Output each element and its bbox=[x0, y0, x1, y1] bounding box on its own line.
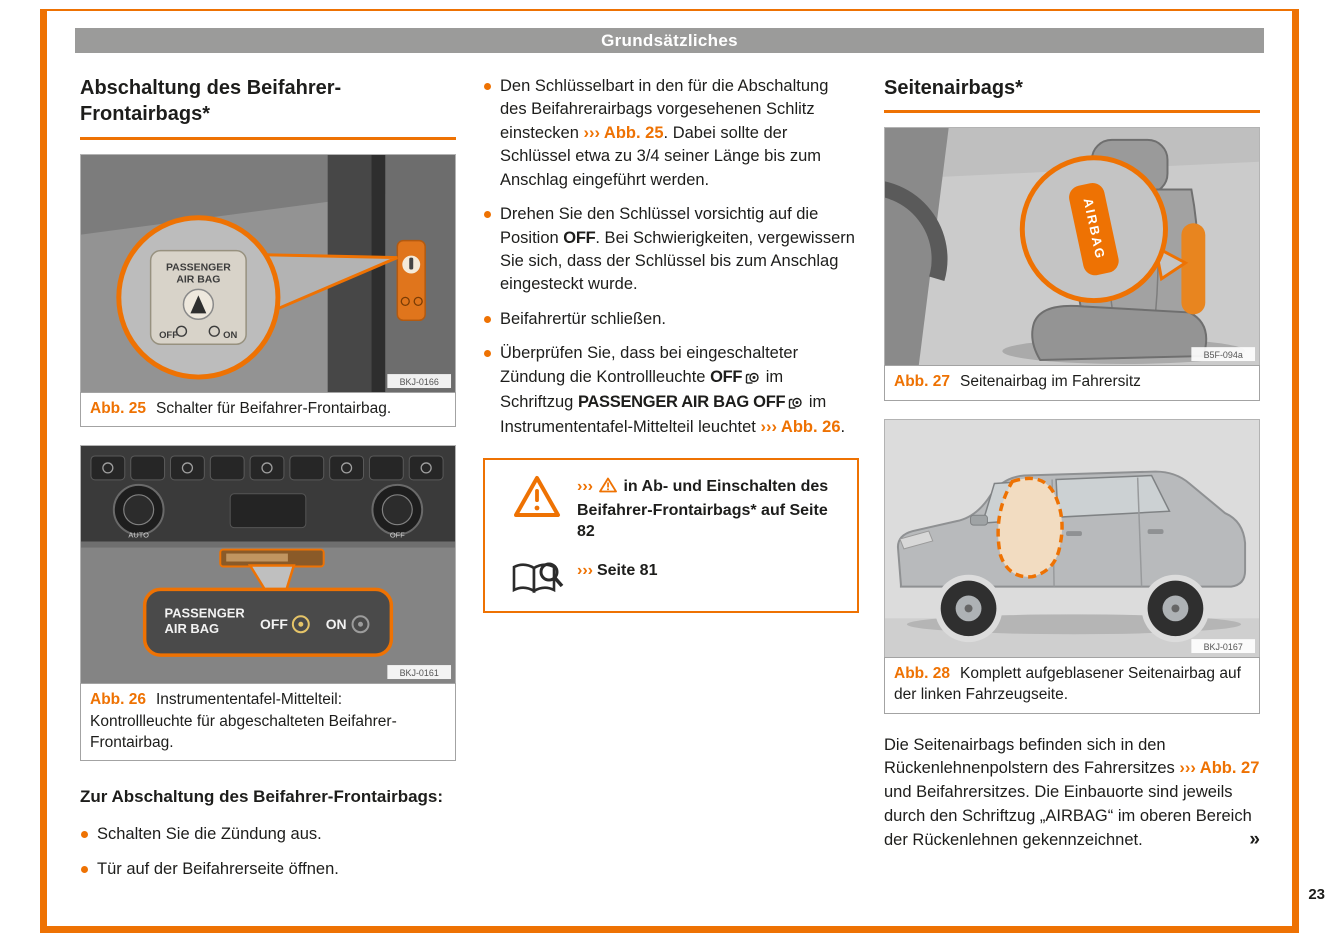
passenger-airbag-switch-closeup bbox=[151, 250, 246, 344]
figure-caption-text: Instrumententafel-Mittelteil: Kontrollleuchte für abgeschalteten Beifahrer-Frontairbag. bbox=[90, 691, 397, 751]
figure-abb-25-caption bbox=[80, 392, 456, 427]
side-mirror-icon bbox=[971, 515, 988, 525]
airbag-tag-text: AIRBAG bbox=[1080, 197, 1109, 262]
list-item-text: Tür auf der Beifahrerseite öffnen. bbox=[97, 859, 339, 878]
figure-abb-28 bbox=[884, 419, 1260, 714]
list-item-text: Schalten Sie die Zündung aus. bbox=[97, 825, 322, 844]
figure-caption-text: Seitenairbag im Fahrersitz bbox=[959, 373, 1141, 391]
figure-abb-26-caption bbox=[80, 683, 456, 761]
airbag-indicator-icon bbox=[744, 368, 759, 391]
seat-airbag-illustration bbox=[885, 128, 1259, 365]
subheading-deactivation-steps: Zur Abschaltung des Beifahrer-Frontairbags: bbox=[80, 787, 444, 807]
display-line1: PASSENGER bbox=[164, 605, 245, 621]
ref-link-abb-25[interactable]: ››› Abb. 25 bbox=[583, 123, 664, 142]
warning-arrow: ››› bbox=[577, 561, 593, 579]
list-item-text: Beifahrertür schließen. bbox=[500, 309, 666, 328]
warning-arrow: ››› bbox=[577, 477, 593, 495]
continue-marker: » bbox=[1249, 829, 1260, 851]
paragraph-text: und Beifahrersitzes. Die Einbauorte sind jeweils durch den Schriftzug „AIRBAG“ im oberen Bereich der Rückenlehnen gekennzeichnet. bbox=[884, 783, 1252, 850]
list-item bbox=[483, 203, 859, 297]
dashboard-indicator-illustration bbox=[81, 446, 455, 683]
figure-caption-text: Schalter für Beifahrer-Frontairbag. bbox=[155, 399, 392, 417]
panel-auto-label: AUTO bbox=[128, 530, 149, 540]
car-side-airbag-illustration bbox=[885, 420, 1259, 657]
header-title: Grundsätzliches bbox=[601, 30, 738, 50]
list-item-text: im Instrumententafel-Mittelteil leuchtet bbox=[500, 393, 827, 437]
warning-box bbox=[483, 458, 859, 613]
list-item-text: . bbox=[840, 418, 846, 437]
figure-abb-27-caption bbox=[884, 365, 1260, 400]
middle-column bbox=[483, 75, 859, 613]
switch-off-label: OFF bbox=[159, 330, 178, 342]
figure-label: Abb. 25 bbox=[90, 399, 146, 417]
figure-code: BKJ-0167 bbox=[1203, 641, 1243, 652]
figure-abb-28-caption bbox=[884, 657, 1260, 714]
switch-title-line1: PASSENGER bbox=[166, 262, 231, 274]
list-item-text: im Schriftzug bbox=[500, 367, 784, 412]
page-frame-bottom bbox=[40, 926, 1299, 933]
figure-abb-25-image bbox=[80, 154, 456, 392]
passenger-airbag-display-text: PASSENGER AIR BAG OFF bbox=[577, 393, 786, 412]
warning-reference-text: in Ab- und Einschalten des Beifahrer-Frontairbags* auf Seite 82 bbox=[577, 477, 829, 541]
airbag-indicator-icon bbox=[787, 393, 802, 416]
list-item bbox=[80, 823, 456, 846]
warning-row bbox=[497, 558, 845, 597]
figure-label: Abb. 26 bbox=[90, 691, 146, 709]
figure-abb-25 bbox=[80, 154, 456, 427]
inflated-side-airbag-area bbox=[998, 478, 1062, 576]
figure-code: BKJ-0161 bbox=[399, 668, 439, 679]
warning-triangle-icon bbox=[497, 474, 577, 519]
indicator-closeup bbox=[145, 590, 392, 656]
list-item bbox=[483, 75, 859, 192]
page-frame-left bbox=[40, 9, 47, 933]
heading-frontairbag-deactivation: Abschaltung des Beifahrer-Frontairbags* bbox=[80, 75, 456, 140]
figure-abb-27 bbox=[884, 127, 1260, 400]
figure-label: Abb. 27 bbox=[894, 373, 950, 391]
off-display-text: OFF bbox=[563, 228, 596, 247]
switch-title-line2: AIR BAG bbox=[176, 274, 221, 286]
header-bar bbox=[75, 28, 1264, 53]
figure-abb-27-image bbox=[884, 127, 1260, 365]
off-display-text: OFF bbox=[710, 367, 743, 386]
door-pillar-switch-icon bbox=[397, 240, 425, 320]
display-on: ON bbox=[325, 616, 347, 633]
right-column bbox=[884, 75, 1260, 851]
warning-row bbox=[497, 474, 845, 543]
figure-abb-26-image bbox=[80, 445, 456, 683]
figure-code: BKJ-0166 bbox=[399, 376, 439, 387]
side-airbag-location bbox=[1181, 224, 1205, 315]
figure-abb-26 bbox=[80, 445, 456, 761]
figure-label: Abb. 28 bbox=[894, 664, 950, 682]
list-item bbox=[80, 858, 456, 881]
figure-abb-28-image bbox=[884, 419, 1260, 657]
switch-on-label: ON bbox=[223, 330, 238, 342]
display-line2: AIR BAG bbox=[164, 621, 220, 637]
list-item-text: Den Schlüsselbart in den für die Abschaltung des Beifahrerairbags vorgesehenen Schlitz einstecken bbox=[500, 77, 829, 142]
climate-buttons-row-icon bbox=[91, 456, 443, 480]
warning-text bbox=[577, 474, 845, 543]
list-item-text: . Bei Schwierigkeiten, vergewissern Sie sich, dass der Schlüssel bis zum Anschlag eingesteckt wurde. bbox=[500, 228, 855, 294]
left-column bbox=[80, 75, 456, 892]
paragraph-text: Die Seitenairbags befinden sich in den Rückenlehnenpolstern des Fahrersitzes bbox=[884, 735, 1180, 778]
figure-code: B5F-094a bbox=[1203, 350, 1243, 361]
panel-off-label: OFF bbox=[389, 530, 405, 540]
list-item-text: . Dabei sollte der Schlüssel etwa zu 3/4 seiner Länge bis zum Anschlag eingeführt werden. bbox=[500, 123, 822, 189]
list-item bbox=[483, 342, 859, 440]
warning-small-triangle-icon bbox=[599, 477, 617, 500]
list-item bbox=[483, 308, 859, 331]
booklet-page-text: Seite 81 bbox=[596, 561, 658, 579]
page-frame-top bbox=[40, 9, 1299, 11]
booklet-reference-text bbox=[577, 558, 845, 582]
ref-link-abb-27[interactable]: ››› Abb. 27 bbox=[1179, 759, 1260, 778]
page-frame-right bbox=[1292, 9, 1299, 933]
book-search-icon bbox=[497, 558, 577, 597]
ref-link-abb-26[interactable]: ››› Abb. 26 bbox=[760, 418, 841, 437]
list-item-text: Überprüfen Sie, dass bei eingeschalteter Zündung die Kontrollleuchte bbox=[500, 344, 799, 386]
list-item-text: Drehen Sie den Schlüssel vorsichtig auf die Position bbox=[500, 205, 819, 247]
airbag-switch-illustration bbox=[81, 155, 455, 392]
page-number: 23 bbox=[1308, 886, 1325, 903]
figure-caption-text: Komplett aufgeblasener Seitenairbag auf der linken Fahrzeugseite. bbox=[894, 664, 1241, 704]
heading-side-airbags: Seitenairbags* bbox=[884, 75, 1260, 113]
display-off: OFF bbox=[260, 616, 288, 633]
